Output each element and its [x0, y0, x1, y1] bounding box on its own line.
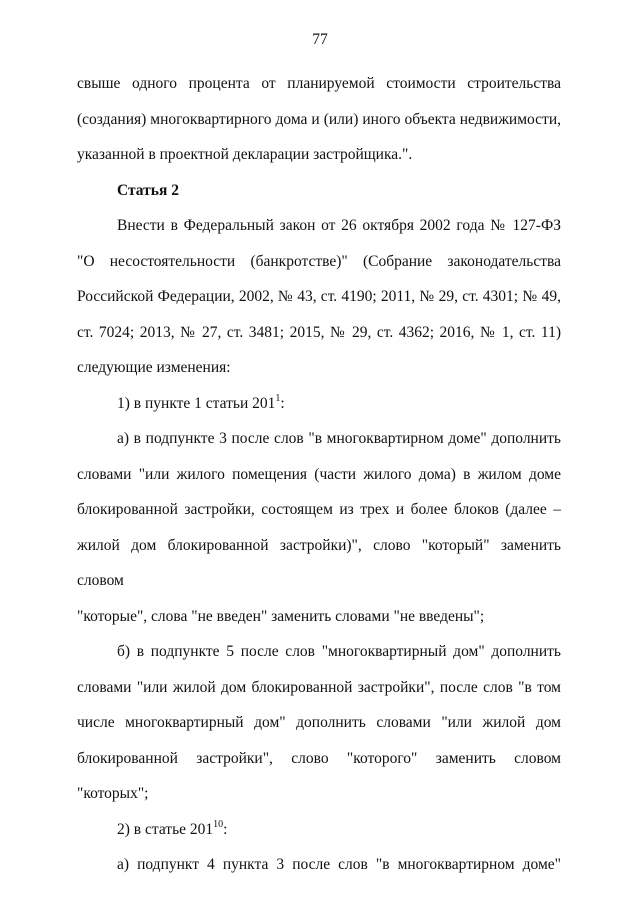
text-line: а) подпункт 4 пункта 3 после слов "в многоквартирном доме"	[117, 856, 561, 873]
text-line: указанной в проектной декларации застройщика.".	[77, 146, 413, 163]
item-2-text: 2) в статье 201	[117, 820, 214, 838]
text-line: словами "или жилого помещения (части жилого дома) в жилом доме	[77, 465, 561, 483]
text-line: блокированной застройки, состоящем из трех и более блоков (далее –	[77, 501, 561, 518]
text-line: "О несостоятельности (банкротстве)" (Собрание законодательства	[77, 252, 561, 270]
item-1-text: 1) в пункте 1 статьи 201	[117, 394, 276, 412]
item-1-line	[77, 386, 561, 422]
text-line: "которые", слова "не введен" заменить словами "не введены";	[77, 607, 485, 625]
item-2-superscript: 10	[213, 818, 224, 830]
text-line: (создания) многоквартирного дома и (или) иного объекта недвижимости,	[77, 110, 561, 128]
item-2-line	[77, 812, 561, 848]
text-line: числе многоквартирный дом" дополнить словами "или жилой дом	[77, 714, 561, 731]
item-1-colon: :	[280, 394, 285, 412]
text-line: Внести в Федеральный закон от 26 октября 2002 года № 127-ФЗ	[117, 217, 561, 234]
paragraph-subitem-a	[77, 421, 561, 634]
text-line: а) в подпункте 3 после слов "в многоквартирном доме" дополнить	[117, 430, 561, 447]
text-line: ст. 7024; 2013, № 27, ст. 3481; 2015, № 29, ст. 4362; 2016, № 1, ст. 11)	[77, 323, 561, 341]
text-line: блокированной застройки", слово "которого" заменить словом "которых";	[77, 749, 561, 802]
text-line: Российской Федерации, 2002, № 43, ст. 4190; 2011, № 29, ст. 4301; № 49,	[77, 288, 561, 305]
text-line: свыше одного процента от планируемой стоимости строительства	[77, 75, 561, 92]
paragraph-subitem-b	[77, 634, 561, 812]
document-body	[77, 66, 561, 883]
page-number: 77	[312, 31, 328, 48]
item-1-superscript: 1	[275, 392, 281, 404]
item-2-colon: :	[223, 820, 228, 838]
text-line: жилой дом блокированной застройки)", слово "который" заменить словом	[77, 536, 561, 589]
paragraph-amendment-intro	[77, 208, 561, 386]
paragraph-continuation	[77, 66, 561, 173]
text-line: следующие изменения:	[77, 359, 231, 376]
article-heading: Статья 2	[117, 181, 179, 199]
text-line: б) в подпункте 5 после слов "многоквартирный дом" дополнить	[117, 643, 561, 660]
text-line: словами "или жилой дом блокированной застройки", после слов "в том	[77, 678, 561, 696]
